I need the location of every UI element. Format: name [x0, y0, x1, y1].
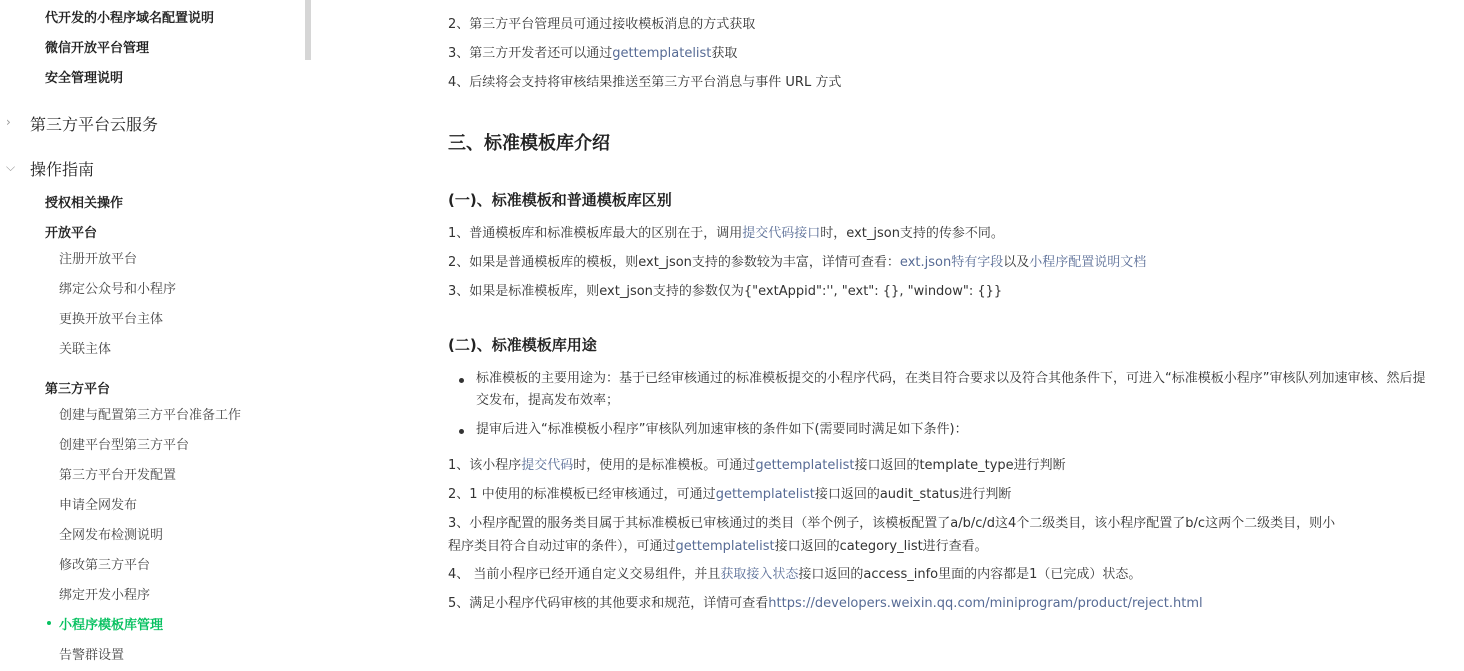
link-submit-code[interactable]: 提交代码接口	[742, 226, 821, 241]
sidebar-scrollbar[interactable]	[305, 0, 311, 60]
sidebar-item-bind-account[interactable]: 绑定公众号和小程序	[59, 282, 177, 297]
sidebar-item-auth[interactable]: 授权相关操作	[45, 196, 124, 211]
link-gettemplatelist[interactable]: gettemplatelist	[675, 539, 775, 554]
doc-line: 4、后续将会支持将审核结果推送至第三方平台消息与事件 URL 方式	[448, 75, 842, 90]
sidebar-item-release-check[interactable]: 全网发布检测说明	[59, 528, 164, 543]
doc-line: 2、如果是普通模板库的模板，则ext_json支持的参数较为丰富，详情可查看：ext.json特有字段以及小程序配置说明文档	[448, 255, 1147, 270]
sidebar-item-related-subject[interactable]: 关联主体	[59, 342, 112, 357]
sidebar-item-apply-release[interactable]: 申请全网发布	[59, 498, 138, 513]
bullet-item: 标准模板的主要用途为：基于已经审核通过的标准模板提交的小程序代码，在类目符合要求以及符合其他条件下，可进入“标准模板小程序”审核队列加速审核、然后提交发布，提高发布效率；	[476, 371, 1426, 408]
sidebar-item-prepare[interactable]: 创建与配置第三方平台准备工作	[59, 408, 242, 423]
chevron-down-icon[interactable]: ⌵	[6, 160, 16, 174]
bullet-dot	[459, 378, 464, 383]
doc-line: 1、该小程序提交代码时，使用的是标准模板。可通过gettemplatelist接口返回的template_type进行判断	[448, 458, 1066, 473]
doc-line: 程序类目符合自动过审的条件），可通过gettemplatelist接口返回的category_list进行查看。	[448, 539, 988, 554]
link-gettemplatelist[interactable]: gettemplatelist	[715, 487, 815, 502]
doc-line: 1、普通模板库和标准模板库最大的区别在于，调用提交代码接口时，ext_json支持的传参不同。	[448, 226, 1004, 241]
sidebar-item-dev-config[interactable]: 第三方平台开发配置	[59, 468, 177, 483]
sidebar-item-security-manage[interactable]: 安全管理说明	[45, 71, 124, 86]
section-heading: 三、标准模板库介绍	[448, 133, 610, 154]
link-gettemplatelist[interactable]: gettemplatelist	[612, 46, 712, 61]
bullet-item: 提审后进入“标准模板小程序”审核队列加速审核的条件如下(需要同时满足如下条件)：	[476, 422, 968, 437]
sidebar-item-bind-dev-app[interactable]: 绑定开发小程序	[59, 588, 151, 603]
sidebar-item-domain-config[interactable]: 代开发的小程序域名配置说明	[45, 11, 215, 26]
link-ext-json[interactable]: ext.json特有字段	[899, 255, 1004, 270]
doc-line: 3、如果是标准模板库，则ext_json支持的参数仅为{"extAppid":'', "ext": {}, "window": {}}	[448, 284, 1003, 299]
sidebar-group-guide[interactable]: 操作指南	[30, 160, 95, 179]
doc-line: 5、满足小程序代码审核的其他要求和规范，详情可查看https://developers.weixin.qq.com/miniprogram/product/reject.html	[448, 596, 1203, 611]
sidebar-item-template-manage[interactable]: 小程序模板库管理	[59, 618, 164, 633]
active-indicator-dot	[47, 621, 51, 625]
sidebar-nav	[0, 0, 305, 671]
doc-line: 2、第三方平台管理员可通过接收模板消息的方式获取	[448, 17, 756, 32]
sidebar-group-cloud[interactable]: 第三方平台云服务	[30, 115, 159, 134]
subsection-heading: (一)、标准模板和普通模板库区别	[448, 191, 672, 209]
doc-line: 3、小程序配置的服务类目属于其标准模板已审核通过的类目（举个例子，该模板配置了a/b/c/d这4个二级类目，该小程序配置了b/c这两个二级类目，则小	[448, 516, 1336, 531]
sidebar-item-create-platform[interactable]: 创建平台型第三方平台	[59, 438, 190, 453]
sidebar-item-change-subject[interactable]: 更换开放平台主体	[59, 312, 164, 327]
sidebar-item-modify-platform[interactable]: 修改第三方平台	[59, 558, 151, 573]
doc-line: 3、第三方开发者还可以通过gettemplatelist获取	[448, 46, 738, 61]
sidebar-item-open-platform-manage[interactable]: 微信开放平台管理	[45, 41, 150, 56]
doc-line: 4、 当前小程序已经开通自定义交易组件，并且获取接入状态接口返回的access_info里面的内容都是1（已完成）状态。	[448, 567, 1142, 582]
sidebar-item-register[interactable]: 注册开放平台	[59, 252, 138, 267]
sidebar-item-third-party[interactable]: 第三方平台	[45, 382, 111, 397]
link-config-doc[interactable]: 小程序配置说明文档	[1029, 255, 1147, 270]
link-submit-code[interactable]: 提交代码	[521, 458, 574, 473]
link-access-status[interactable]: 获取接入状态	[720, 567, 799, 582]
doc-line: 2、1 中使用的标准模板已经审核通过，可通过gettemplatelist接口返回的audit_status进行判断	[448, 487, 1012, 502]
subsection-heading: (二)、标准模板库用途	[448, 336, 597, 354]
sidebar-item-open-platform[interactable]: 开放平台	[45, 226, 98, 241]
bullet-dot	[459, 429, 464, 434]
link-gettemplatelist[interactable]: gettemplatelist	[755, 458, 855, 473]
link-reject-rules[interactable]: https://developers.weixin.qq.com/miniprogram/product/reject.html	[768, 596, 1203, 611]
chevron-right-icon[interactable]: ›	[6, 115, 11, 129]
sidebar-item-alert-group[interactable]: 告警群设置	[59, 648, 125, 663]
